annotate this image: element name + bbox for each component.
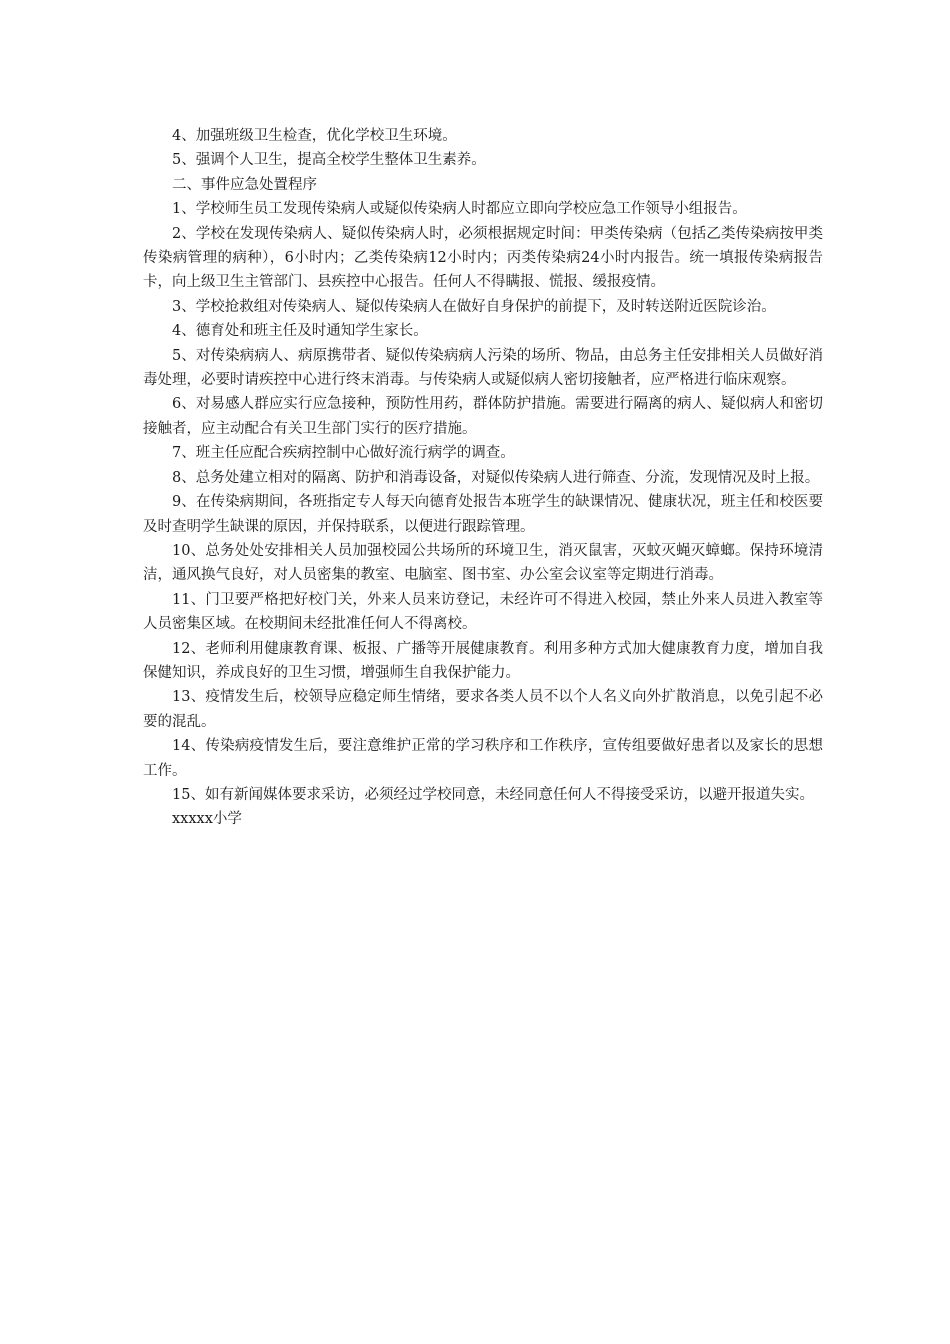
paragraph: 3、学校抢救组对传染病人、疑似传染病人在做好自身保护的前提下，及时转送附近医院诊治。 xyxy=(172,298,776,315)
paragraph: 10、总务处处安排相关人员加强校园公共场所的环境卫生，消灭鼠害，灭蚊灭蝇灭蟑螂。保持环境清洁，通风换气良好，对人员密集的教室、电脑室、图书室、办公室会议室等定期进行消毒。 xyxy=(143,542,823,584)
paragraph: 1、学校师生员工发现传染病人或疑似传染病人时都应立即向学校应急工作领导小组报告。 xyxy=(172,201,747,218)
paragraph: 12、老师利用健康教育课、板报、广播等开展健康教育。利用多种方式加大健康教育力度，增加自我保健知识，养成良好的卫生习惯，增强师生自我保护能力。 xyxy=(143,640,823,681)
paragraph: 7、班主任应配合疾病控制中心做好流行病学的调查。 xyxy=(172,445,515,462)
paragraph: 8、总务处建立相对的隔离、防护和消毒设备，对疑似传染病人进行筛查、分流，发现情况及时上报。 xyxy=(172,469,820,486)
paragraph: 4、加强班级卫生检查，优化学校卫生环境。 xyxy=(172,128,457,144)
paragraph: 13、疫情发生后，校领导应稳定师生情绪，要求各类人员不以个人名义向外扩散消息，以免引起不必要的混乱。 xyxy=(143,689,823,730)
paragraph: 6、对易感人群应实行应急接种，预防性用药，群体防护措施。需要进行隔离的病人、疑似病人和密切接触者，应主动配合有关卫生部门实行的医疗措施。 xyxy=(143,396,823,437)
paragraph: 15、如有新闻媒体要求采访，必须经过学校同意，未经同意任何人不得接受采访，以避开报道失实。 xyxy=(172,786,814,803)
paragraph: 9、在传染病期间，各班指定专人每天向德育处报告本班学生的缺课情况、健康状况，班主任和校医要及时查明学生缺课的原因，并保持联系，以便进行跟踪管理。 xyxy=(143,494,823,535)
paragraph: 2、学校在发现传染病人、疑似传染病人时，必须根据规定时间：甲类传染病（包括乙类传染病按甲类传染病管理的病种），6小时内；乙类传染病12小时内；丙类传染病24小时内报告。统一填报传染病报告卡，向上级卫生主管部门、县疾控中心报告。任何人不得瞒报、慌报、缓报疫情。 xyxy=(143,225,823,291)
paragraph: 5、强调个人卫生，提高全校学生整体卫生素养。 xyxy=(172,152,486,169)
document-body xyxy=(143,124,823,832)
paragraph: 5、对传染病病人、病原携带者、疑似传染病病人污染的场所、物品，由总务主任安排相关人员做好消毒处理，必要时请疾控中心进行终末消毒。与传染病人或疑似病人密切接触者，应严格进行临床观察。 xyxy=(143,347,823,389)
signature: xxxxx小学 xyxy=(172,811,242,828)
paragraph: 14、传染病疫情发生后，要注意维护正常的学习秩序和工作秩序，宣传组要做好患者以及家长的思想工作。 xyxy=(143,738,823,779)
paragraph: 4、德育处和班主任及时通知学生家长。 xyxy=(172,323,428,340)
paragraph: 11、门卫要严格把好校门关，外来人员来访登记，未经许可不得进入校园，禁止外来人员进入教室等人员密集区域。在校期间未经批准任何人不得离校。 xyxy=(143,591,823,633)
section-heading: 二、事件应急处置程序 xyxy=(172,176,317,193)
